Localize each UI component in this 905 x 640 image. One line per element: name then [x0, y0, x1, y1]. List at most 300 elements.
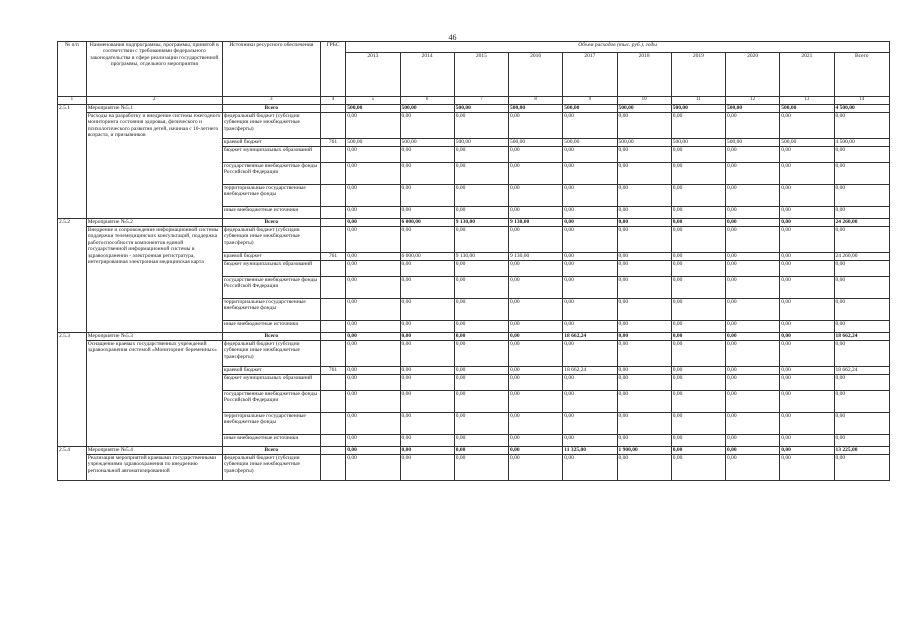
table-row — [58, 333, 890, 341]
column-number-11: 12 — [726, 97, 780, 105]
grbs-cell — [320, 375, 346, 391]
value-cell: 1 900,00 — [617, 447, 671, 455]
value-cell: 0,00 — [834, 455, 890, 481]
value-cell: 0,00 — [509, 321, 563, 333]
table-row — [58, 455, 890, 481]
value-cell: 0,00 — [454, 147, 508, 163]
value-cell: 0,00 — [780, 253, 834, 261]
value-cell: 0,00 — [400, 147, 454, 163]
value-cell: 500,00 — [454, 105, 508, 113]
value-cell: 0,00 — [400, 447, 454, 455]
value-cell: 0,00 — [563, 299, 617, 321]
col-grbs-header: ГРБС — [320, 42, 346, 97]
year-header-5: 2018 — [617, 53, 671, 97]
grbs-cell — [320, 447, 346, 455]
value-cell: 0,00 — [617, 113, 671, 139]
year-header-6: 2019 — [671, 53, 725, 97]
value-cell: 0,00 — [346, 333, 400, 341]
grbs-cell — [320, 113, 346, 139]
value-cell: 0,00 — [726, 253, 780, 261]
value-cell: 0,00 — [726, 375, 780, 391]
grbs-cell — [320, 413, 346, 435]
value-cell: 0,00 — [671, 391, 725, 413]
value-cell: 0,00 — [726, 185, 780, 207]
value-cell: 0,00 — [346, 413, 400, 435]
column-number-4: 5 — [346, 97, 400, 105]
grbs-cell — [320, 333, 346, 341]
value-cell: 0,00 — [671, 113, 725, 139]
column-numbers-row — [58, 97, 890, 105]
value-cell: 0,00 — [671, 455, 725, 481]
value-cell: 0,00 — [671, 341, 725, 367]
source-label: федеральный бюджет (субсидии субвенции иные межбюджетные трансферты) — [222, 227, 320, 253]
value-cell: 0,00 — [780, 321, 834, 333]
table-row — [58, 227, 890, 253]
value-cell: 0,00 — [346, 253, 400, 261]
measure-title: Мероприятие №5.1 — [86, 105, 222, 113]
value-cell: 0,00 — [617, 375, 671, 391]
value-cell: 0,00 — [454, 163, 508, 185]
value-cell: 0,00 — [346, 219, 400, 227]
value-cell: 0,00 — [400, 299, 454, 321]
value-cell: 0,00 — [346, 375, 400, 391]
value-cell: 500,00 — [671, 139, 725, 147]
value-cell: 0,00 — [509, 413, 563, 435]
value-cell: 0,00 — [834, 163, 890, 185]
value-cell: 500,00 — [563, 105, 617, 113]
value-cell: 0,00 — [563, 277, 617, 299]
column-number-13: 14 — [834, 97, 890, 105]
value-cell: 0,00 — [834, 113, 890, 139]
value-cell: 0,00 — [400, 321, 454, 333]
measure-description: Реализация мероприятий краевыми государственными учреждениями здравоохранения по внедрению региональной автоматизированной — [86, 455, 222, 481]
value-cell: 0,00 — [509, 447, 563, 455]
value-cell: 0,00 — [726, 147, 780, 163]
value-cell: 0,00 — [780, 261, 834, 277]
source-label: государственные внебюджетные фонды Российской Федерации — [222, 391, 320, 413]
value-cell: 0,00 — [563, 261, 617, 277]
value-cell: 0,00 — [671, 227, 725, 253]
value-cell: 0,00 — [400, 367, 454, 375]
value-cell: 0,00 — [454, 391, 508, 413]
value-cell: 0,00 — [509, 455, 563, 481]
value-cell: 500,00 — [400, 139, 454, 147]
value-cell: 0,00 — [671, 435, 725, 447]
value-cell: 500,00 — [780, 105, 834, 113]
grbs-cell — [320, 277, 346, 299]
page-number: 46 — [448, 33, 457, 42]
value-cell: 0,00 — [780, 413, 834, 435]
source-label: государственные внебюджетные фонды Российской Федерации — [222, 277, 320, 299]
value-cell: 500,00 — [346, 139, 400, 147]
value-cell: 0,00 — [726, 299, 780, 321]
column-number-9: 10 — [617, 97, 671, 105]
value-cell: 18 662,24 — [834, 333, 890, 341]
value-cell: 0,00 — [834, 261, 890, 277]
value-cell: 0,00 — [834, 321, 890, 333]
value-cell: 0,00 — [726, 391, 780, 413]
value-cell: 0,00 — [400, 333, 454, 341]
value-cell: 18 662,24 — [834, 367, 890, 375]
grbs-cell — [320, 299, 346, 321]
value-cell: 0,00 — [509, 391, 563, 413]
value-cell: 0,00 — [563, 147, 617, 163]
value-cell: 0,00 — [617, 163, 671, 185]
source-label: краевой бюджет — [222, 139, 320, 147]
value-cell: 0,00 — [563, 341, 617, 367]
value-cell: 0,00 — [346, 341, 400, 367]
value-cell: 500,00 — [671, 105, 725, 113]
value-cell: 18 662,24 — [563, 367, 617, 375]
value-cell: 0,00 — [617, 321, 671, 333]
grbs-cell — [320, 455, 346, 481]
value-cell: 0,00 — [834, 391, 890, 413]
year-header-7: 2020 — [726, 53, 780, 97]
value-cell: 0,00 — [834, 147, 890, 163]
value-cell: 0,00 — [671, 413, 725, 435]
value-cell: 0,00 — [400, 113, 454, 139]
value-cell: 0,00 — [617, 207, 671, 219]
value-cell: 0,00 — [509, 277, 563, 299]
value-cell: 0,00 — [780, 367, 834, 375]
value-cell: 0,00 — [563, 227, 617, 253]
measure-title: Мероприятие №5.3 — [86, 333, 222, 341]
value-cell: 9 130,00 — [454, 219, 508, 227]
value-cell: 0,00 — [509, 185, 563, 207]
source-label: иные внебюджетные источники — [222, 435, 320, 447]
year-header-4: 2017 — [563, 53, 617, 97]
value-cell: 0,00 — [780, 299, 834, 321]
value-cell: 0,00 — [454, 333, 508, 341]
grbs-cell — [320, 227, 346, 253]
value-cell: 0,00 — [509, 367, 563, 375]
value-cell: 0,00 — [400, 185, 454, 207]
value-cell: 500,00 — [346, 105, 400, 113]
value-cell: 0,00 — [346, 113, 400, 139]
value-cell: 0,00 — [671, 277, 725, 299]
value-cell: 0,00 — [671, 261, 725, 277]
value-cell: 24 260,00 — [834, 219, 890, 227]
source-label: Всего — [222, 447, 320, 455]
source-label: краевой бюджет — [222, 253, 320, 261]
value-cell: 0,00 — [726, 413, 780, 435]
value-cell: 0,00 — [617, 185, 671, 207]
year-header-8: 2021 — [780, 53, 834, 97]
value-cell: 0,00 — [726, 447, 780, 455]
value-cell: 0,00 — [834, 207, 890, 219]
value-cell: 0,00 — [563, 391, 617, 413]
value-cell: 0,00 — [400, 391, 454, 413]
value-cell: 0,00 — [780, 163, 834, 185]
value-cell: 0,00 — [834, 227, 890, 253]
value-cell: 0,00 — [509, 333, 563, 341]
value-cell: 0,00 — [509, 435, 563, 447]
source-label: бюджет муниципальных образований — [222, 375, 320, 391]
grbs-cell — [320, 261, 346, 277]
value-cell: 0,00 — [400, 375, 454, 391]
value-cell: 0,00 — [726, 333, 780, 341]
value-cell: 0,00 — [617, 253, 671, 261]
value-cell: 0,00 — [780, 227, 834, 253]
source-label: иные внебюджетные источники — [222, 321, 320, 333]
value-cell: 0,00 — [400, 455, 454, 481]
header-row-1 — [58, 42, 890, 53]
grbs-cell — [320, 207, 346, 219]
year-header-2: 2015 — [454, 53, 508, 97]
measure-description: Внедрение и сопровождение информационной системы поддержки телемедицинских консультаций, поддержка работоспособности компонентов единой государственной информационной системы в здравоохранении - электронная регистратура, интегрированная электронная медицинская карта — [86, 227, 222, 333]
value-cell: 0,00 — [509, 227, 563, 253]
year-header-9: Всего — [834, 53, 890, 97]
value-cell: 0,00 — [563, 185, 617, 207]
value-cell: 0,00 — [509, 375, 563, 391]
value-cell: 0,00 — [834, 375, 890, 391]
value-cell: 0,00 — [346, 163, 400, 185]
value-cell: 500,00 — [454, 139, 508, 147]
column-number-8: 9 — [563, 97, 617, 105]
value-cell: 0,00 — [780, 207, 834, 219]
value-cell: 0,00 — [617, 261, 671, 277]
table-row — [58, 105, 890, 113]
value-cell: 0,00 — [617, 413, 671, 435]
value-cell: 0,00 — [834, 341, 890, 367]
value-cell: 0,00 — [834, 299, 890, 321]
value-cell: 0,00 — [400, 435, 454, 447]
value-cell: 0,00 — [671, 185, 725, 207]
value-cell: 0,00 — [834, 185, 890, 207]
col-num-header: № п/п — [58, 42, 87, 97]
value-cell: 500,00 — [509, 105, 563, 113]
table-row — [58, 341, 890, 367]
column-number-0: 1 — [58, 97, 87, 105]
column-number-12: 13 — [780, 97, 834, 105]
value-cell: 0,00 — [454, 367, 508, 375]
value-cell: 0,00 — [346, 455, 400, 481]
value-cell: 0,00 — [400, 207, 454, 219]
value-cell: 0,00 — [780, 219, 834, 227]
value-cell: 0,00 — [617, 219, 671, 227]
value-cell: 18 662,24 — [563, 333, 617, 341]
value-cell: 13 225,00 — [834, 447, 890, 455]
source-label: территориальные государственные внебюджетные фонды — [222, 413, 320, 435]
value-cell: 0,00 — [726, 367, 780, 375]
value-cell: 0,00 — [726, 321, 780, 333]
value-cell: 0,00 — [780, 375, 834, 391]
value-cell: 0,00 — [400, 277, 454, 299]
value-cell: 0,00 — [454, 299, 508, 321]
value-cell: 0,00 — [780, 185, 834, 207]
value-cell: 0,00 — [617, 435, 671, 447]
value-cell: 500,00 — [617, 105, 671, 113]
value-cell: 4 500,00 — [834, 139, 890, 147]
col-volume-header: Объем расходов (тыс. руб.), годы — [346, 42, 890, 53]
value-cell: 500,00 — [726, 105, 780, 113]
value-cell: 0,00 — [726, 163, 780, 185]
grbs-cell — [320, 341, 346, 367]
value-cell: 0,00 — [563, 207, 617, 219]
grbs-cell — [320, 185, 346, 207]
value-cell: 0,00 — [509, 163, 563, 185]
column-number-1: 2 — [86, 97, 222, 105]
value-cell: 0,00 — [780, 113, 834, 139]
measure-number: 2.5.3 — [58, 333, 87, 447]
value-cell: 0,00 — [834, 435, 890, 447]
value-cell: 0,00 — [346, 447, 400, 455]
value-cell: 0,00 — [726, 207, 780, 219]
source-label: иные внебюджетные источники — [222, 207, 320, 219]
value-cell: 500,00 — [400, 105, 454, 113]
value-cell: 6 000,00 — [400, 253, 454, 261]
value-cell: 0,00 — [834, 413, 890, 435]
value-cell: 0,00 — [454, 455, 508, 481]
value-cell: 500,00 — [617, 139, 671, 147]
value-cell: 0,00 — [563, 321, 617, 333]
col-name-header: Наименования подпрограммы, программы, принятой в соответствии с требованиями федерального законодательства в сфере реализации государственной программы, отдельного мероприятия — [86, 42, 222, 97]
year-header-1: 2014 — [400, 53, 454, 97]
source-label: бюджет муниципальных образований — [222, 147, 320, 163]
value-cell: 0,00 — [780, 435, 834, 447]
table-row — [58, 113, 890, 139]
value-cell: 0,00 — [617, 277, 671, 299]
value-cell: 0,00 — [671, 375, 725, 391]
value-cell: 0,00 — [563, 375, 617, 391]
value-cell: 0,00 — [454, 375, 508, 391]
value-cell: 0,00 — [454, 447, 508, 455]
value-cell: 0,00 — [563, 113, 617, 139]
value-cell: 0,00 — [454, 413, 508, 435]
source-label: государственные внебюджетные фонды Российской Федерации — [222, 163, 320, 185]
year-header-3: 2016 — [509, 53, 563, 97]
value-cell: 0,00 — [671, 163, 725, 185]
measure-number: 2.5.1 — [58, 105, 87, 219]
value-cell: 0,00 — [617, 227, 671, 253]
value-cell: 0,00 — [726, 219, 780, 227]
value-cell: 0,00 — [509, 341, 563, 367]
value-cell: 0,00 — [617, 391, 671, 413]
value-cell: 500,00 — [563, 139, 617, 147]
grbs-cell: 761 — [320, 139, 346, 147]
source-label: Всего — [222, 219, 320, 227]
value-cell: 0,00 — [400, 163, 454, 185]
source-label: Всего — [222, 333, 320, 341]
column-number-7: 8 — [509, 97, 563, 105]
grbs-cell — [320, 391, 346, 413]
measure-number: 2.5.2 — [58, 219, 87, 333]
value-cell: 0,00 — [346, 277, 400, 299]
value-cell: 0,00 — [563, 455, 617, 481]
source-label: Всего — [222, 105, 320, 113]
value-cell: 0,00 — [509, 299, 563, 321]
column-number-10: 11 — [671, 97, 725, 105]
value-cell: 4 500,00 — [834, 105, 890, 113]
value-cell: 0,00 — [726, 435, 780, 447]
value-cell: 0,00 — [617, 147, 671, 163]
value-cell: 0,00 — [617, 299, 671, 321]
value-cell: 0,00 — [346, 367, 400, 375]
value-cell: 0,00 — [780, 391, 834, 413]
value-cell: 0,00 — [346, 321, 400, 333]
value-cell: 0,00 — [454, 435, 508, 447]
value-cell: 0,00 — [726, 341, 780, 367]
value-cell: 0,00 — [400, 413, 454, 435]
value-cell: 0,00 — [346, 261, 400, 277]
value-cell: 24 260,00 — [834, 253, 890, 261]
value-cell: 0,00 — [834, 277, 890, 299]
value-cell: 0,00 — [454, 207, 508, 219]
value-cell: 0,00 — [563, 219, 617, 227]
value-cell: 0,00 — [454, 321, 508, 333]
value-cell: 0,00 — [563, 435, 617, 447]
value-cell: 11 325,00 — [563, 447, 617, 455]
value-cell: 0,00 — [780, 455, 834, 481]
grbs-cell — [320, 105, 346, 113]
column-number-2: 3 — [222, 97, 320, 105]
value-cell: 0,00 — [726, 261, 780, 277]
value-cell: 0,00 — [563, 253, 617, 261]
value-cell: 0,00 — [780, 277, 834, 299]
value-cell: 0,00 — [346, 391, 400, 413]
value-cell: 500,00 — [509, 139, 563, 147]
value-cell: 0,00 — [617, 455, 671, 481]
value-cell: 0,00 — [346, 435, 400, 447]
value-cell: 0,00 — [509, 113, 563, 139]
grbs-cell — [320, 219, 346, 227]
value-cell: 0,00 — [671, 147, 725, 163]
value-cell: 0,00 — [454, 113, 508, 139]
value-cell: 6 000,00 — [400, 219, 454, 227]
value-cell: 0,00 — [671, 321, 725, 333]
value-cell: 0,00 — [346, 207, 400, 219]
value-cell: 0,00 — [346, 299, 400, 321]
measure-description: Расходы на разработку и внедрение системы ежегодного мониторинга состояния здоровья, физического и психологического развития детей, начиная с 10-летнего возраста, и призывников — [86, 113, 222, 219]
value-cell: 0,00 — [346, 147, 400, 163]
source-label: федеральный бюджет (субсидии субвенции иные межбюджетные трансферты) — [222, 341, 320, 367]
grbs-cell: 761 — [320, 253, 346, 261]
value-cell: 0,00 — [726, 277, 780, 299]
grbs-cell — [320, 163, 346, 185]
value-cell: 0,00 — [454, 341, 508, 367]
value-cell: 500,00 — [726, 139, 780, 147]
source-label: бюджет муниципальных образований — [222, 261, 320, 277]
value-cell: 0,00 — [780, 333, 834, 341]
table-row — [58, 447, 890, 455]
value-cell: 0,00 — [671, 253, 725, 261]
source-label: территориальные государственные внебюджетные фонды — [222, 299, 320, 321]
measure-description: Оснащение краевых государственных учреждений здравоохранения системой «Мониторинг беременных» — [86, 341, 222, 447]
value-cell: 0,00 — [671, 367, 725, 375]
source-label: федеральный бюджет (субсидии субвенции иные межбюджетные трансферты) — [222, 455, 320, 481]
value-cell: 9 130,00 — [509, 253, 563, 261]
value-cell: 0,00 — [780, 447, 834, 455]
source-label: федеральный бюджет (субсидии субвенции иные межбюджетные трансферты) — [222, 113, 320, 139]
value-cell: 0,00 — [454, 227, 508, 253]
value-cell: 0,00 — [400, 261, 454, 277]
value-cell: 0,00 — [671, 447, 725, 455]
value-cell: 0,00 — [671, 299, 725, 321]
value-cell: 9 130,00 — [509, 219, 563, 227]
value-cell: 0,00 — [400, 227, 454, 253]
value-cell: 9 130,00 — [454, 253, 508, 261]
value-cell: 0,00 — [563, 413, 617, 435]
value-cell: 0,00 — [509, 261, 563, 277]
grbs-cell — [320, 321, 346, 333]
measure-number: 2.5.4 — [58, 447, 87, 481]
measure-title: Мероприятие №5.2 — [86, 219, 222, 227]
value-cell: 0,00 — [617, 367, 671, 375]
grbs-cell — [320, 435, 346, 447]
table-row — [58, 219, 890, 227]
year-header-0: 2013 — [346, 53, 400, 97]
value-cell: 0,00 — [454, 277, 508, 299]
